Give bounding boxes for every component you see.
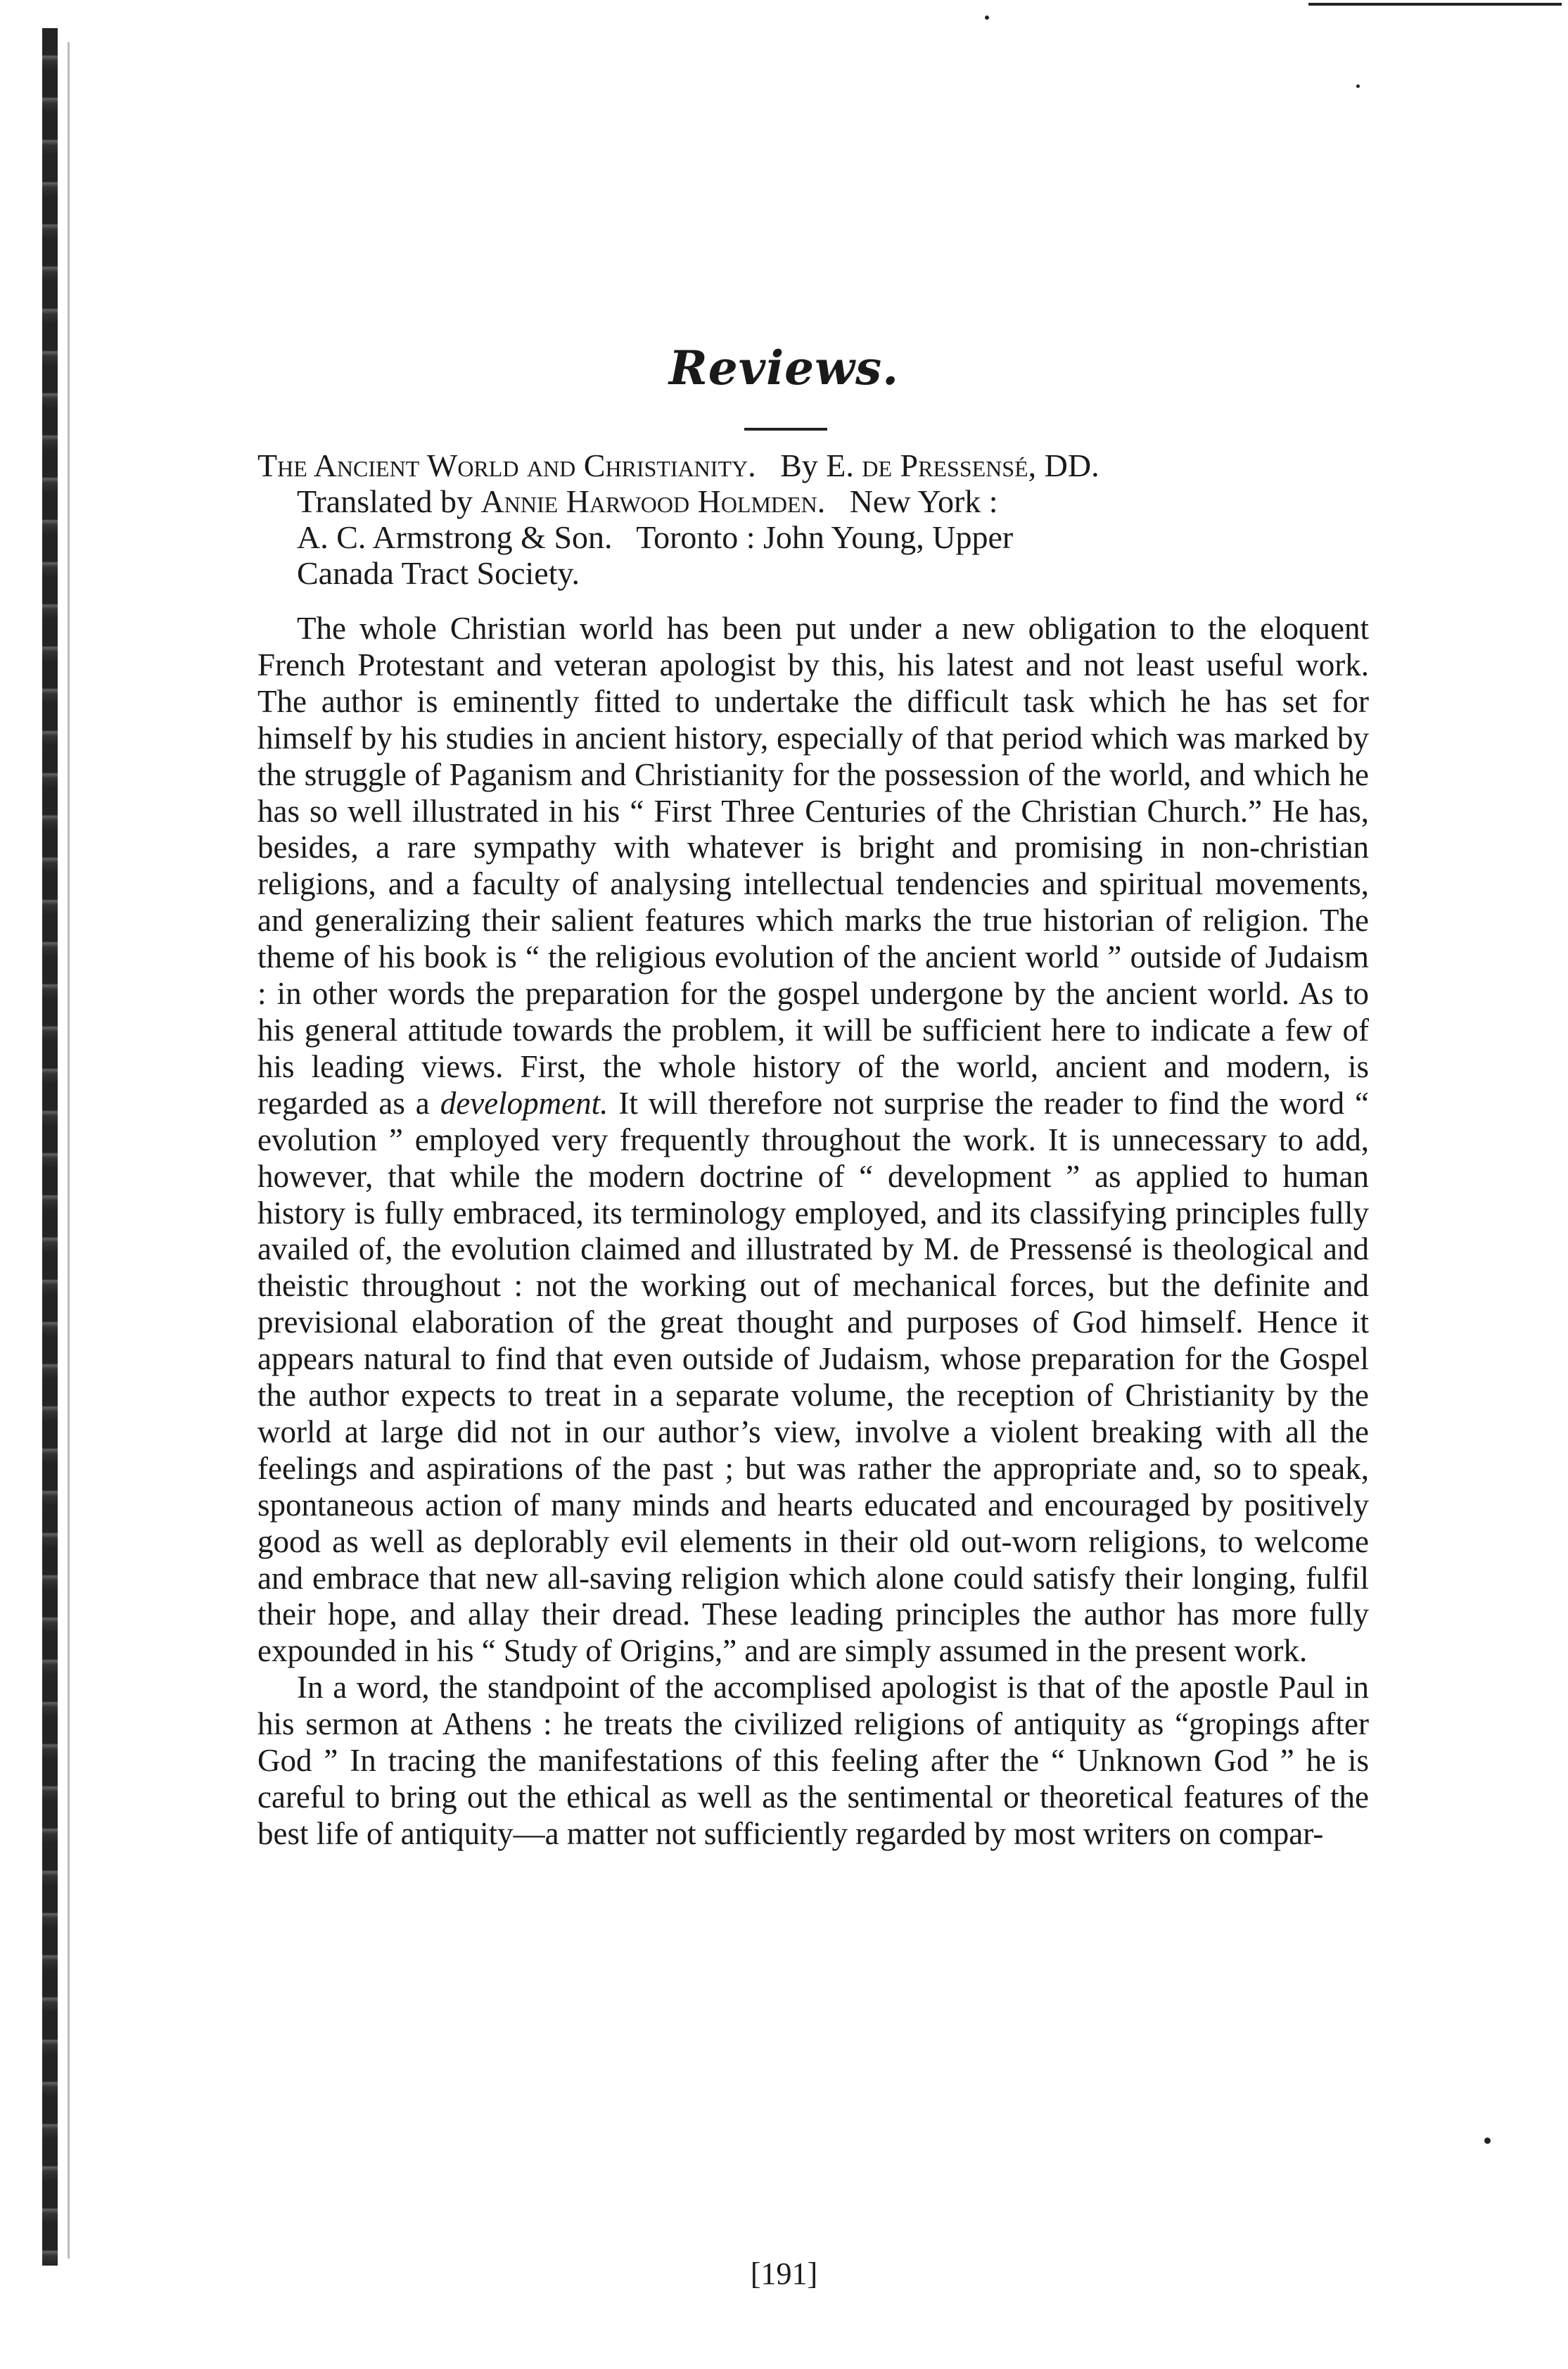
citation-line-4: Canada Tract Society. <box>297 555 580 591</box>
italic-phrase: development. <box>440 1085 608 1121</box>
paragraph-2-text: It will therefore not surprise the reader to find the word “ evolution ” employed very frequently throughout the work. It is unnecessary to add, however, that while the modern doctrine of “ development ” as applied to human history is fully embraced, its terminology employed, and its classifying principles fully availed of, the evolution claimed and illustrated by M. de Pressensé is theological and theistic throughout : not the working out of mechanical forces, but the definite and previsional elaboration of the great thought and purposes of God himself. Hence it appears natural to find that even outside of Judaism, whose preparation for the Gospel the author expects to treat in a separate volume, the reception of Christianity by the world at large did not in our author’s view, involve a violent breaking with all the feelings and aspirations of the past ; but was rather the appropriate and, so to speak, spontaneous action of many minds and hearts educated and encouraged by positively good as well as deplorably evil elements in their old out-worn religions, to welcome and embrace that new all-saving religion which alone could satisfy their longing, fulfil their hope, and allay their dread. These leading principles the author has more fully expounded in his “ Study of Origins,” and are simply assumed in the present work. <box>257 1085 1370 1669</box>
paragraph-3: In a word, the standpoint of the accomplised apologist is that of the apostle Paul in his sermon at Athens : he treats the civilized religions of antiquity as “gropings after God ” In tracing the manifestations of this feeling after the “ Unknown God ” he is careful to bring out the ethical as well as the sentimental or theoretical features of the best life of antiquity—a matter not sufficiently regarded by most writers on compar- <box>257 1670 1369 1851</box>
scan-speck <box>1356 84 1360 88</box>
publisher-city: New York : <box>849 483 998 519</box>
top-edge-rule <box>1308 3 1562 6</box>
review-entry-citation <box>257 447 1369 591</box>
citation-line-3: A. C. Armstrong & Son. Toronto : John Young, Upper <box>297 519 1014 555</box>
author-degree: DD. <box>1044 447 1099 483</box>
scan-speck <box>985 15 989 20</box>
translated-by-text: Translated by <box>297 483 473 519</box>
paragraph-1 <box>257 611 1369 1670</box>
author-name: de Pressensé, <box>862 447 1037 483</box>
citation-line-2 <box>257 483 1369 519</box>
heading-divider <box>744 428 827 431</box>
review-body <box>257 611 1369 1853</box>
section-heading: Reviews. <box>668 341 900 395</box>
by-text: By E. <box>780 447 854 483</box>
book-title: The Ancient World and Christianity. <box>257 447 756 483</box>
translator-name: Annie Harwood Holmden. <box>480 483 826 519</box>
scan-speck <box>1484 2138 1491 2144</box>
citation-line-1 <box>257 447 1369 483</box>
page-number: [191] <box>750 2256 818 2291</box>
paragraph-1-text: The whole Christian world has been put under a new obligation to the eloquent French Protestant and veteran apologist by this, his latest and not least useful work. The author is eminently fitted to undertake the difficult task which he has set for himself by his studies in ancient history, especially of that period which was marked by the struggle of Paganism and Christianity for the possession of the world, and which he has so well illustrated in his “ First Three Centuries of the Christian Church.” He has, besides, a rare sympathy with whatever is bright and promising in non-christian religions, and a faculty of analysing intellectual tendencies and spiritual movements, and generalizing their salient features which marks the true historian of religion. The theme of his book is “ the religious evolution of the ancient world ” outside of Judaism : in other words the preparation for the gospel undergone by the ancient world. As to his general attitude towards the problem, it will be sufficient here to indicate a few of his leading views. First, the whole history of the world, ancient and modern, is regarded as a <box>257 611 1369 1121</box>
